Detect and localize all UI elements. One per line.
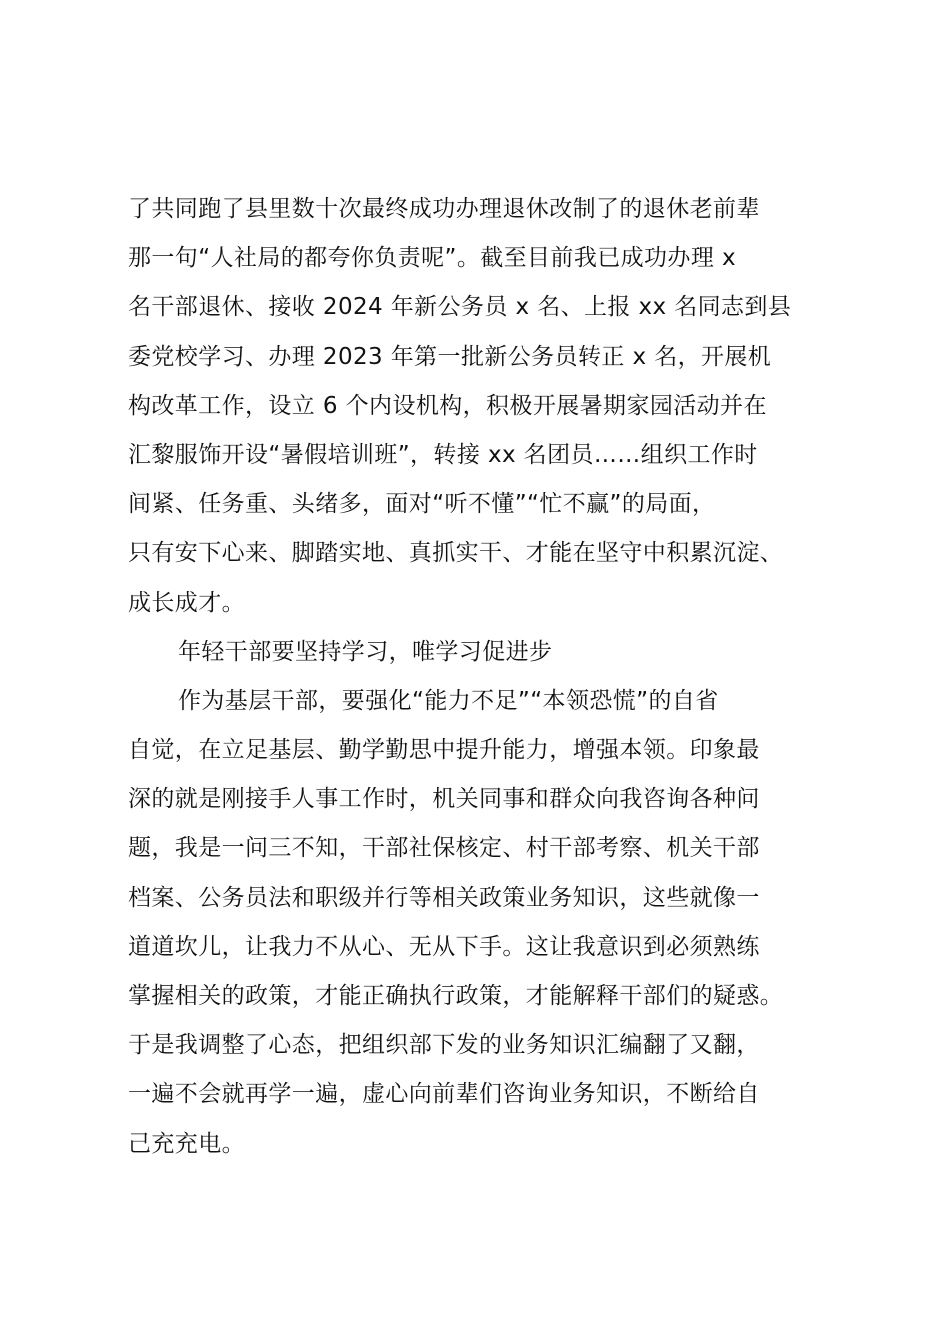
text-line: 道道坎儿，让我力不从心、无从下手。这让我意识到必须熟练 [128, 933, 760, 960]
text-line: 掌握相关的政策，才能正确执行政策，才能解释干部们的疑惑。 [128, 983, 784, 1009]
text-line: 档案、公务员法和职级并行等相关政策业务知识，这些就像一 [128, 884, 760, 911]
text-line: 深的就是刚接手人事工作时，机关同事和群众向我咨询各种问 [128, 786, 760, 813]
text-line: 那一句“人社局的都夸你负责呢”。截至目前我已成功办理 x [128, 245, 736, 272]
text-line: 成长成才。 [128, 589, 245, 616]
text-line: 只有安下心来、脚踏实地、真抓实干、才能在坚守中积累沉淀、 [128, 540, 784, 567]
text-line: 一遍不会就再学一遍，虚心向前辈们咨询业务知识，不断给自 [128, 1081, 760, 1108]
text-line: 自觉，在立足基层、勤学勤思中提升能力，增强本领。印象最 [128, 737, 760, 764]
paragraph-1 [128, 185, 848, 628]
paragraph-2 [128, 677, 848, 1169]
text-line: 己充充电。 [128, 1130, 245, 1157]
document-body [128, 185, 848, 1169]
text-line: 于是我调整了心态，把组织部下发的业务知识汇编翻了又翻， [128, 1032, 760, 1059]
section-heading: 年轻干部要坚持学习，唯学习促进步 [178, 638, 553, 665]
text-line: 名干部退休、接收 2024 年新公务员 x 名、上报 xx 名同志到县 [128, 294, 792, 321]
text-line: 作为基层干部，要强化“能力不足”“本领恐慌”的自省 [178, 687, 719, 714]
text-line: 间紧、任务重、头绪多，面对“听不懂”“忙不赢”的局面， [128, 491, 716, 518]
text-line: 委党校学习、办理 2023 年第一批新公务员转正 x 名，开展机 [128, 343, 772, 370]
text-line: 汇黎服饰开设“暑假培训班”，转接 xx 名团员……组织工作时 [128, 441, 758, 468]
text-line: 题，我是一问三不知，干部社保核定、村干部考察、机关干部 [128, 835, 760, 862]
text-line: 了共同跑了县里数十次最终成功办理退休改制了的退休老前辈 [128, 196, 760, 222]
text-line: 构改革工作，设立 6 个内设机构，积极开展暑期家园活动并在 [128, 392, 767, 419]
